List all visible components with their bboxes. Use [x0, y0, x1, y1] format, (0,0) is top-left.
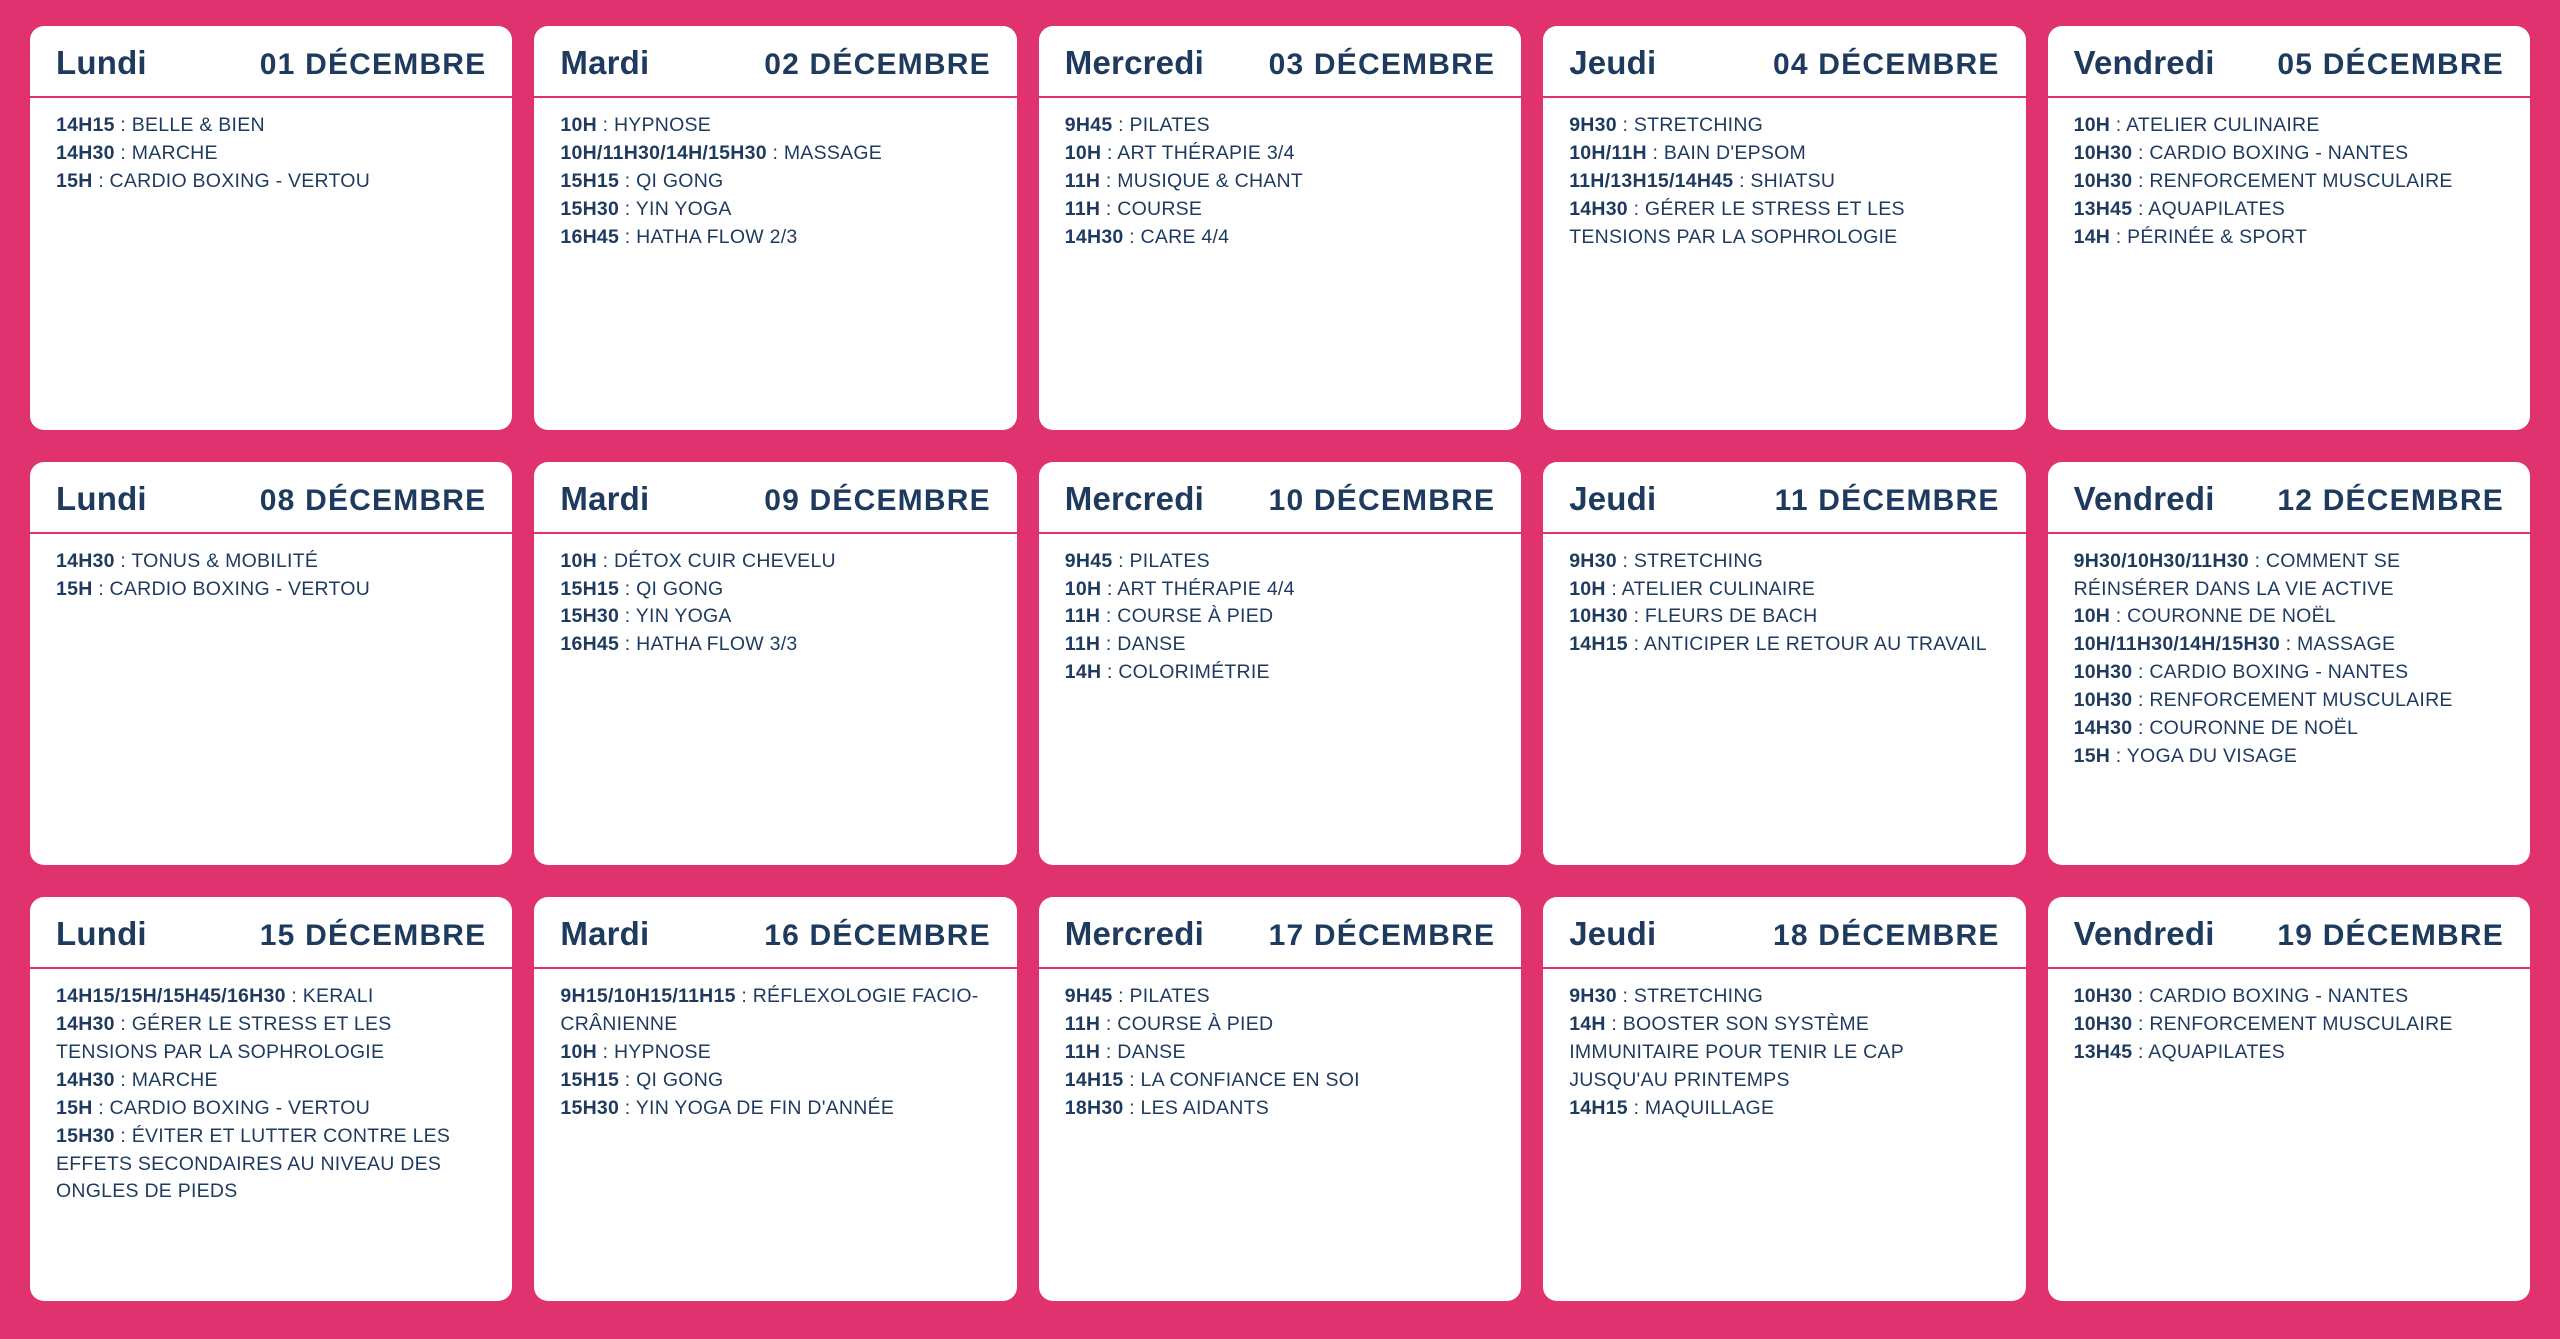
day-header [30, 897, 512, 969]
day-card[interactable] [534, 26, 1016, 430]
day-name: Vendredi [2073, 44, 2215, 81]
event-time: 15H [2073, 744, 2111, 767]
event-item: 15H15 : QI GONG [560, 577, 724, 600]
event-item: 14H30 : MARCHE [56, 141, 218, 164]
event-title: MUSIQUE & CHANT [1117, 169, 1304, 192]
week-row [30, 26, 2530, 430]
event-time: 14H15 [1569, 1096, 1628, 1119]
event-time: 9H45 [1064, 985, 1113, 1008]
event-time: 14H30 [56, 141, 115, 164]
event-item: 13H45 : AQUAPILATES [2073, 1041, 2286, 1064]
event-item: 9H45 : PILATES [1064, 549, 1210, 572]
event-item: 15H30 : YIN YOGA [560, 605, 732, 628]
event-time: 15H30 [560, 197, 620, 220]
day-header [534, 462, 1016, 534]
event-title: CARDIO BOXING - NANTES [2149, 141, 2409, 164]
event-title: RÉFLEXOLOGIE FACIO-CRÂNIENNE [560, 985, 979, 1036]
event-item: 16H45 : HATHA FLOW 3/3 [560, 633, 798, 656]
day-events [1039, 969, 1521, 1301]
event-title: GÉRER LE STRESS ET LES TENSIONS PAR LA SOPHROLOGIE [1569, 197, 1905, 248]
day-card[interactable] [1543, 26, 2025, 430]
event-item: 16H45 : HATHA FLOW 2/3 [560, 225, 798, 248]
event-item: 10H : ART THÉRAPIE 4/4 [1064, 577, 1295, 600]
event-item: 10H30 : RENFORCEMENT MUSCULAIRE [2073, 689, 2453, 712]
event-item: 14H30 : MARCHE [56, 1068, 218, 1091]
event-time: 14H30 [56, 549, 115, 572]
day-events [534, 969, 1016, 1301]
event-title: COURSE À PIED [1117, 1013, 1274, 1036]
week-row [30, 462, 2530, 866]
event-title: ATELIER CULINAIRE [1621, 577, 1816, 600]
event-item: 10H30 : CARDIO BOXING - NANTES [2073, 141, 2409, 164]
day-events [1543, 969, 2025, 1301]
day-header [30, 462, 512, 534]
event-time: 15H15 [560, 169, 620, 192]
event-title: RENFORCEMENT MUSCULAIRE [2149, 689, 2453, 712]
day-card[interactable] [30, 462, 512, 866]
day-date: 08 DÉCEMBRE [259, 483, 487, 517]
event-time: 15H30 [560, 1096, 620, 1119]
event-item: 14H15 : ANTICIPER LE RETOUR AU TRAVAIL [1569, 633, 1987, 656]
event-title: AQUAPILATES [2148, 1041, 2286, 1064]
event-title: ART THÉRAPIE 4/4 [1117, 577, 1295, 600]
event-item: 11H : COURSE [1064, 197, 1203, 220]
event-item: 14H30 : TONUS & MOBILITÉ [56, 549, 319, 572]
event-time: 14H15 [1569, 633, 1628, 656]
event-time: 10H [560, 549, 597, 572]
event-item: 11H : DANSE [1064, 633, 1186, 656]
day-header [30, 26, 512, 98]
event-item: 10H30 : CARDIO BOXING - NANTES [2073, 661, 2409, 684]
event-time: 16H45 [560, 225, 620, 248]
event-title: COLORIMÉTRIE [1118, 661, 1270, 684]
event-title: STRETCHING [1633, 985, 1764, 1008]
event-time: 10H30 [2073, 1013, 2133, 1036]
event-time: 10H [2073, 605, 2111, 628]
event-time: 14H15 [56, 114, 115, 136]
event-item: 14H : PÉRINÉE & SPORT [2073, 225, 2308, 248]
day-date: 19 DÉCEMBRE [2277, 919, 2504, 953]
event-time: 10H [1064, 577, 1102, 600]
event-item: 10H30 : CARDIO BOXING - NANTES [2073, 985, 2409, 1008]
event-title: RENFORCEMENT MUSCULAIRE [2149, 169, 2453, 192]
day-events [1039, 534, 1521, 866]
event-item: 11H : MUSIQUE & CHANT [1064, 169, 1304, 192]
event-item: 9H30 : STRETCHING [1569, 985, 1764, 1008]
event-time: 14H15 [1064, 1068, 1124, 1091]
event-time: 14H [1569, 1013, 1606, 1036]
event-time: 9H30 [1569, 114, 1617, 136]
event-time: 14H [1064, 661, 1102, 684]
day-header [1039, 897, 1521, 969]
event-title: YIN YOGA DE FIN D'ANNÉE [635, 1096, 895, 1119]
event-item: 10H/11H30/14H/15H30 : MASSAGE [560, 141, 883, 164]
event-item: 10H/11H : BAIN D'EPSOM [1569, 141, 1807, 164]
event-time: 10H [560, 114, 597, 136]
event-item: 11H/13H15/14H45 : SHIATSU [1569, 169, 1836, 192]
day-card[interactable] [30, 26, 512, 430]
event-time: 10H30 [1569, 605, 1628, 628]
week-row [30, 897, 2530, 1301]
event-title: CARDIO BOXING - NANTES [2149, 985, 2409, 1008]
event-time: 10H [560, 1041, 597, 1064]
day-events [534, 98, 1016, 430]
event-time: 10H/11H30/14H/15H30 [2073, 633, 2280, 656]
event-item: 18H30 : LES AIDANTS [1064, 1096, 1269, 1119]
event-item: 15H30 : ÉVITER ET LUTTER CONTRE LES EFFETS SECONDAIRES AU NIVEAU DES ONGLES DE PIEDS [56, 1124, 451, 1203]
event-time: 10H [1569, 577, 1606, 600]
day-events [1039, 98, 1521, 430]
event-item: 15H15 : QI GONG [560, 1068, 724, 1091]
event-item: 10H30 : RENFORCEMENT MUSCULAIRE [2073, 1013, 2453, 1036]
event-item: 14H15 : LA CONFIANCE EN SOI [1064, 1068, 1360, 1091]
event-title: SHIATSU [1750, 169, 1836, 192]
day-name: Vendredi [2073, 915, 2215, 953]
day-name: Mercredi [1064, 915, 1204, 953]
event-title: COURSE À PIED [1117, 605, 1274, 628]
event-title: AQUAPILATES [2148, 197, 2286, 220]
day-events [30, 98, 512, 430]
event-title: QI GONG [636, 1068, 724, 1091]
day-date: 11 DÉCEMBRE [1774, 483, 2000, 517]
event-time: 10H/11H30/14H/15H30 [560, 141, 767, 164]
event-time: 11H/13H15/14H45 [1569, 169, 1734, 192]
event-title: YIN YOGA [635, 605, 732, 628]
day-name: Mercredi [1064, 479, 1204, 517]
day-name: Mardi [560, 44, 650, 81]
event-title: BOOSTER SON SYSTÈME IMMUNITAIRE POUR TENIR LE CAP JUSQU'AU PRINTEMPS [1569, 1013, 1904, 1091]
event-item: 11H : DANSE [1064, 1041, 1186, 1064]
event-title: FLEURS DE BACH [1644, 605, 1818, 628]
event-title: STRETCHING [1633, 114, 1764, 136]
event-title: CARDIO BOXING - VERTOU [109, 1096, 371, 1119]
day-date: 09 DÉCEMBRE [764, 483, 991, 517]
day-date: 01 DÉCEMBRE [259, 48, 487, 81]
event-title: LA CONFIANCE EN SOI [1140, 1068, 1360, 1091]
event-time: 10H [1064, 141, 1102, 164]
event-item: 10H : ATELIER CULINAIRE [2073, 114, 2320, 136]
event-item: 9H30 : STRETCHING [1569, 114, 1764, 136]
event-item: 14H15/15H/15H45/16H30 : KERALI [56, 985, 374, 1008]
event-title: STRETCHING [1633, 549, 1764, 572]
event-title: QI GONG [636, 577, 724, 600]
event-title: BAIN D'EPSOM [1663, 141, 1807, 164]
event-time: 13H45 [2073, 197, 2133, 220]
day-date: 18 DÉCEMBRE [1773, 919, 2000, 953]
event-title: PILATES [1129, 985, 1210, 1008]
day-card[interactable] [1039, 26, 1521, 430]
event-item: 11H : COURSE À PIED [1064, 605, 1274, 628]
event-item: 10H : ATELIER CULINAIRE [1569, 577, 1816, 600]
event-title: ÉVITER ET LUTTER CONTRE LES EFFETS SECONDAIRES AU NIVEAU DES ONGLES DE PIEDS [56, 1124, 451, 1203]
event-item: 15H30 : YIN YOGA DE FIN D'ANNÉE [560, 1096, 895, 1119]
event-title: GÉRER LE STRESS ET LES TENSIONS PAR LA SOPHROLOGIE [56, 1013, 392, 1064]
day-header [1543, 462, 2025, 534]
event-time: 14H30 [1569, 197, 1628, 220]
event-time: 11H [1064, 197, 1101, 220]
event-time: 15H [56, 577, 93, 600]
event-title: MASSAGE [2297, 633, 2396, 656]
event-item: 14H30 : GÉRER LE STRESS ET LES TENSIONS PAR LA SOPHROLOGIE [1569, 197, 1905, 248]
day-date: 03 DÉCEMBRE [1268, 48, 1496, 81]
day-date: 17 DÉCEMBRE [1268, 919, 1496, 953]
event-title: COURSE [1117, 197, 1203, 220]
event-title: PÉRINÉE & SPORT [2127, 225, 2308, 248]
event-time: 14H30 [2073, 716, 2133, 739]
day-card[interactable] [2048, 897, 2530, 1301]
event-title: MARCHE [131, 141, 218, 164]
event-item: 10H : HYPNOSE [560, 114, 712, 136]
event-item: 10H : HYPNOSE [560, 1041, 712, 1064]
day-name: Mardi [560, 915, 650, 953]
day-events [1543, 534, 2025, 866]
event-item: 14H : COLORIMÉTRIE [1064, 661, 1270, 684]
day-events [1543, 98, 2025, 430]
day-card[interactable] [1039, 462, 1521, 866]
event-title: COMMENT SE RÉINSÉRER DANS LA VIE ACTIVE [2073, 549, 2401, 600]
event-title: ATELIER CULINAIRE [2126, 114, 2320, 136]
event-title: KERALI [302, 985, 374, 1008]
day-events [2048, 534, 2530, 866]
event-item: 14H30 : CARE 4/4 [1064, 225, 1230, 248]
event-time: 13H45 [2073, 1041, 2133, 1064]
event-item: 10H : DÉTOX CUIR CHEVELU [560, 549, 836, 572]
event-item: 15H : CARDIO BOXING - VERTOU [56, 169, 371, 192]
event-title: CARDIO BOXING - VERTOU [109, 169, 371, 192]
event-title: YOGA DU VISAGE [2126, 744, 2298, 767]
day-name: Lundi [56, 44, 147, 81]
day-header [534, 26, 1016, 98]
event-time: 14H15/15H/15H45/16H30 [56, 985, 286, 1008]
day-header [1543, 26, 2025, 98]
event-item: 9H45 : PILATES [1064, 985, 1210, 1008]
event-time: 9H30 [1569, 985, 1617, 1008]
event-title: LES AIDANTS [1140, 1096, 1269, 1119]
day-events [534, 534, 1016, 866]
event-item: 9H30 : STRETCHING [1569, 549, 1764, 572]
event-title: BELLE & BIEN [131, 114, 265, 136]
event-time: 9H45 [1064, 549, 1113, 572]
day-name: Lundi [56, 915, 147, 953]
event-title: HYPNOSE [613, 114, 712, 136]
event-item: 10H : COURONNE DE NOËL [2073, 605, 2336, 628]
day-name: Jeudi [1569, 44, 1657, 81]
event-title: CARDIO BOXING - NANTES [2149, 661, 2409, 684]
event-item: 14H15 : BELLE & BIEN [56, 114, 265, 136]
day-card[interactable] [30, 897, 512, 1301]
day-date: 02 DÉCEMBRE [764, 48, 991, 81]
event-time: 11H [1064, 605, 1101, 628]
day-header [2048, 26, 2530, 98]
event-title: COURONNE DE NOËL [2127, 605, 2336, 628]
event-item: 14H30 : GÉRER LE STRESS ET LES TENSIONS PAR LA SOPHROLOGIE [56, 1013, 392, 1064]
event-title: MARCHE [131, 1068, 218, 1091]
event-title: CARDIO BOXING - VERTOU [109, 577, 371, 600]
day-events [2048, 969, 2530, 1301]
event-title: ANTICIPER LE RETOUR AU TRAVAIL [1643, 633, 1987, 656]
event-time: 11H [1064, 1041, 1101, 1064]
day-header [1039, 26, 1521, 98]
event-time: 14H30 [1064, 225, 1124, 248]
event-time: 15H [56, 169, 93, 192]
event-time: 10H/11H [1569, 141, 1647, 164]
event-item: 9H45 : PILATES [1064, 114, 1210, 136]
day-header [2048, 462, 2530, 534]
event-time: 10H30 [2073, 661, 2133, 684]
event-item: 9H15/10H15/11H15 : RÉFLEXOLOGIE FACIO-CRÂNIENNE [560, 985, 979, 1036]
event-time: 9H15/10H15/11H15 [560, 985, 736, 1008]
day-date: 12 DÉCEMBRE [2277, 483, 2504, 517]
event-item: 10H30 : RENFORCEMENT MUSCULAIRE [2073, 169, 2453, 192]
event-title: DANSE [1117, 633, 1186, 656]
day-header [1543, 897, 2025, 969]
event-title: MASSAGE [783, 141, 883, 164]
event-item: 13H45 : AQUAPILATES [2073, 197, 2286, 220]
event-title: COURONNE DE NOËL [2149, 716, 2359, 739]
event-time: 16H45 [560, 633, 620, 656]
event-title: HATHA FLOW 3/3 [636, 633, 798, 656]
day-card[interactable] [2048, 462, 2530, 866]
day-name: Mercredi [1064, 44, 1204, 81]
event-title: PILATES [1129, 549, 1210, 572]
event-title: MAQUILLAGE [1644, 1096, 1775, 1119]
event-title: HYPNOSE [613, 1041, 712, 1064]
event-title: PILATES [1129, 114, 1210, 136]
event-title: DÉTOX CUIR CHEVELU [613, 549, 836, 572]
event-item: 10H30 : FLEURS DE BACH [1569, 605, 1818, 628]
event-item: 11H : COURSE À PIED [1064, 1013, 1274, 1036]
event-item: 9H30/10H30/11H30 : COMMENT SE RÉINSÉRER DANS LA VIE ACTIVE [2073, 549, 2401, 600]
day-header [1039, 462, 1521, 534]
day-card[interactable] [2048, 26, 2530, 430]
event-item: 14H30 : COURONNE DE NOËL [2073, 716, 2359, 739]
event-title: HATHA FLOW 2/3 [636, 225, 798, 248]
event-item: 15H : CARDIO BOXING - VERTOU [56, 1096, 371, 1119]
day-card[interactable] [1543, 897, 2025, 1301]
day-name: Jeudi [1569, 479, 1657, 517]
day-name: Jeudi [1569, 915, 1657, 953]
event-time: 10H30 [2073, 169, 2133, 192]
day-header [2048, 897, 2530, 969]
event-item: 10H/11H30/14H/15H30 : MASSAGE [2073, 633, 2396, 656]
event-time: 11H [1064, 169, 1101, 192]
day-name: Lundi [56, 479, 147, 517]
event-time: 10H [2073, 114, 2111, 136]
day-events [2048, 98, 2530, 430]
day-date: 05 DÉCEMBRE [2277, 48, 2504, 81]
day-date: 04 DÉCEMBRE [1773, 48, 2000, 81]
event-time: 10H30 [2073, 141, 2133, 164]
event-time: 15H15 [560, 1068, 620, 1091]
day-card[interactable] [534, 897, 1016, 1301]
day-events [30, 969, 512, 1301]
event-item: 14H15 : MAQUILLAGE [1569, 1096, 1775, 1119]
event-title: RENFORCEMENT MUSCULAIRE [2149, 1013, 2453, 1036]
day-events [30, 534, 512, 866]
event-time: 9H45 [1064, 114, 1113, 136]
event-time: 14H30 [56, 1068, 115, 1091]
event-title: TONUS & MOBILITÉ [131, 549, 319, 572]
event-time: 11H [1064, 1013, 1101, 1036]
event-time: 10H30 [2073, 689, 2133, 712]
event-item: 15H30 : YIN YOGA [560, 197, 732, 220]
event-title: ART THÉRAPIE 3/4 [1117, 141, 1295, 164]
day-date: 15 DÉCEMBRE [259, 919, 487, 953]
event-title: YIN YOGA [635, 197, 732, 220]
event-time: 14H30 [56, 1013, 115, 1036]
day-date: 16 DÉCEMBRE [764, 919, 991, 953]
event-item: 15H : CARDIO BOXING - VERTOU [56, 577, 371, 600]
day-card[interactable] [534, 462, 1016, 866]
event-title: DANSE [1117, 1041, 1186, 1064]
day-card[interactable] [1039, 897, 1521, 1301]
day-name: Mardi [560, 479, 650, 517]
day-header [534, 897, 1016, 969]
event-item: 15H15 : QI GONG [560, 169, 724, 192]
event-item: 15H : YOGA DU VISAGE [2073, 744, 2298, 767]
event-item: 14H : BOOSTER SON SYSTÈME IMMUNITAIRE POUR TENIR LE CAP JUSQU'AU PRINTEMPS [1569, 1013, 1904, 1091]
event-title: QI GONG [636, 169, 724, 192]
event-time: 15H [56, 1096, 93, 1119]
day-card[interactable] [1543, 462, 2025, 866]
event-time: 14H [2073, 225, 2111, 248]
event-time: 11H [1064, 633, 1101, 656]
event-time: 18H30 [1064, 1096, 1124, 1119]
event-title: CARE 4/4 [1140, 225, 1230, 248]
event-time: 15H30 [560, 605, 620, 628]
event-item: 10H : ART THÉRAPIE 3/4 [1064, 141, 1295, 164]
event-time: 9H30/10H30/11H30 [2073, 549, 2249, 572]
day-name: Vendredi [2073, 479, 2215, 517]
event-time: 15H15 [560, 577, 620, 600]
event-time: 9H30 [1569, 549, 1617, 572]
event-time: 10H30 [2073, 985, 2133, 1008]
event-time: 15H30 [56, 1124, 115, 1147]
day-date: 10 DÉCEMBRE [1268, 483, 1496, 517]
